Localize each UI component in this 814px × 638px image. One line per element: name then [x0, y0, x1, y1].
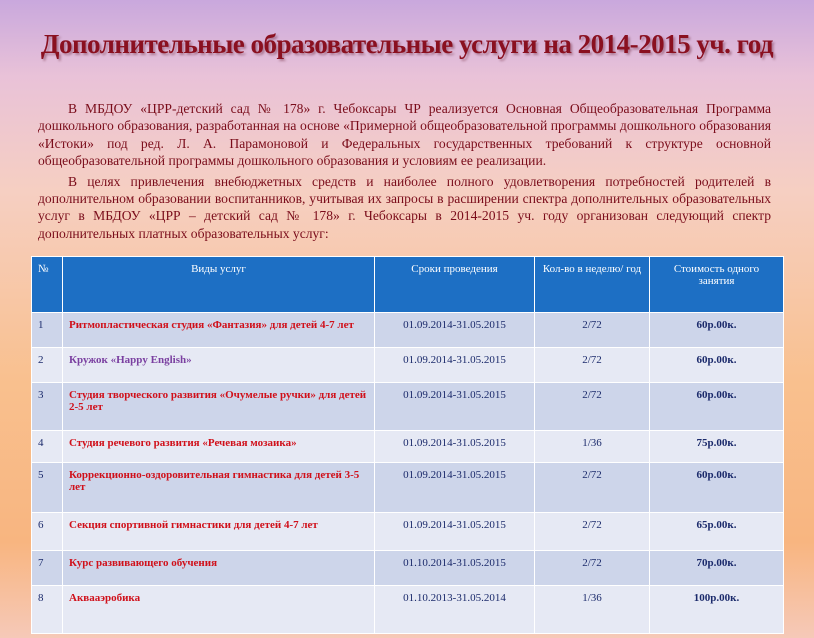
- table-row: [32, 348, 784, 383]
- row-number: 8: [32, 586, 63, 634]
- table-row: [32, 313, 784, 348]
- service-name: Секция спортивной гимнастики для детей 4-7 лет: [63, 513, 375, 551]
- row-number: 4: [32, 431, 63, 463]
- frequency: 2/72: [535, 348, 650, 383]
- service-name: Кружок «Happy English»: [63, 348, 375, 383]
- service-name: Аквааэробика: [63, 586, 375, 634]
- page-title: Дополнительные образовательные услуги на 2014-2015 уч. год: [40, 29, 774, 59]
- service-name: Коррекционно-оздоровительная гимнастика для детей 3-5 лет: [63, 463, 375, 513]
- price: 60р.00к.: [650, 383, 784, 431]
- period: 01.10.2014-31.05.2015: [375, 551, 535, 586]
- period: 01.09.2014-31.05.2015: [375, 348, 535, 383]
- period: 01.09.2014-31.05.2015: [375, 513, 535, 551]
- service-name: Курс развивающего обучения: [63, 551, 375, 586]
- period: 01.10.2013-31.05.2014: [375, 586, 535, 634]
- header-frequency: Кол-во в неделю/ год: [535, 257, 650, 313]
- price: 60р.00к.: [650, 463, 784, 513]
- price: 65р.00к.: [650, 513, 784, 551]
- table-row: [32, 551, 784, 586]
- row-number: 5: [32, 463, 63, 513]
- frequency: 2/72: [535, 383, 650, 431]
- table-row: [32, 586, 784, 634]
- table-row: [32, 463, 784, 513]
- frequency: 2/72: [535, 551, 650, 586]
- price: 75р.00к.: [650, 431, 784, 463]
- header-period: Сроки проведения: [375, 257, 535, 313]
- price: 60р.00к.: [650, 313, 784, 348]
- row-number: 1: [32, 313, 63, 348]
- frequency: 2/72: [535, 513, 650, 551]
- service-name: Студия речевого развития «Речевая мозаика»: [63, 431, 375, 463]
- row-number: 3: [32, 383, 63, 431]
- period: 01.09.2014-31.05.2015: [375, 431, 535, 463]
- frequency: 2/72: [535, 463, 650, 513]
- header-number: №: [32, 257, 63, 313]
- service-name: Студия творческого развития «Очумелые ручки» для детей 2-5 лет: [63, 383, 375, 431]
- service-name: Ритмопластическая студия «Фантазия» для детей 4-7 лет: [63, 313, 375, 348]
- table-row: [32, 513, 784, 551]
- services-table: [31, 256, 784, 634]
- table-row: [32, 383, 784, 431]
- period: 01.09.2014-31.05.2015: [375, 383, 535, 431]
- frequency: 1/36: [535, 586, 650, 634]
- intro-paragraph: В МБДОУ «ЦРР-детский сад № 178» г. Чебоксары ЧР реализуется Основная Общеобразовательная Программа дошкольного образования, разработанная на основе «Примерной общеобразовательной программы дошкольного образования «Истоки» под ред. Л. А. Парамоновой и Федеральных государственных требований к структуре основной общеобразовательной программы дошкольного образования и условиям ее реализации.: [38, 101, 771, 169]
- frequency: 1/36: [535, 431, 650, 463]
- table-row: [32, 431, 784, 463]
- row-number: 6: [32, 513, 63, 551]
- table-header-row: [32, 257, 784, 313]
- intro-paragraph: В целях привлечения внебюджетных средств и наиболее полного удовлетворения потребностей родителей в дополнительном образовании воспитанников, учитывая их запросы в расширении спектра дополнительных образовательных услуг в МБДОУ «ЦРР – детский сад № 178» г. Чебоксары в 2014-2015 уч. году организован следующий спектр дополнительных платных образовательных услуг:: [38, 173, 771, 241]
- header-service: Виды услуг: [63, 257, 375, 313]
- intro-text: [38, 100, 771, 242]
- price: 60р.00к.: [650, 348, 784, 383]
- period: 01.09.2014-31.05.2015: [375, 313, 535, 348]
- period: 01.09.2014-31.05.2015: [375, 463, 535, 513]
- price: 70р.00к.: [650, 551, 784, 586]
- price: 100р.00к.: [650, 586, 784, 634]
- header-price: Стоимость одного занятия: [650, 257, 784, 313]
- row-number: 2: [32, 348, 63, 383]
- row-number: 7: [32, 551, 63, 586]
- frequency: 2/72: [535, 313, 650, 348]
